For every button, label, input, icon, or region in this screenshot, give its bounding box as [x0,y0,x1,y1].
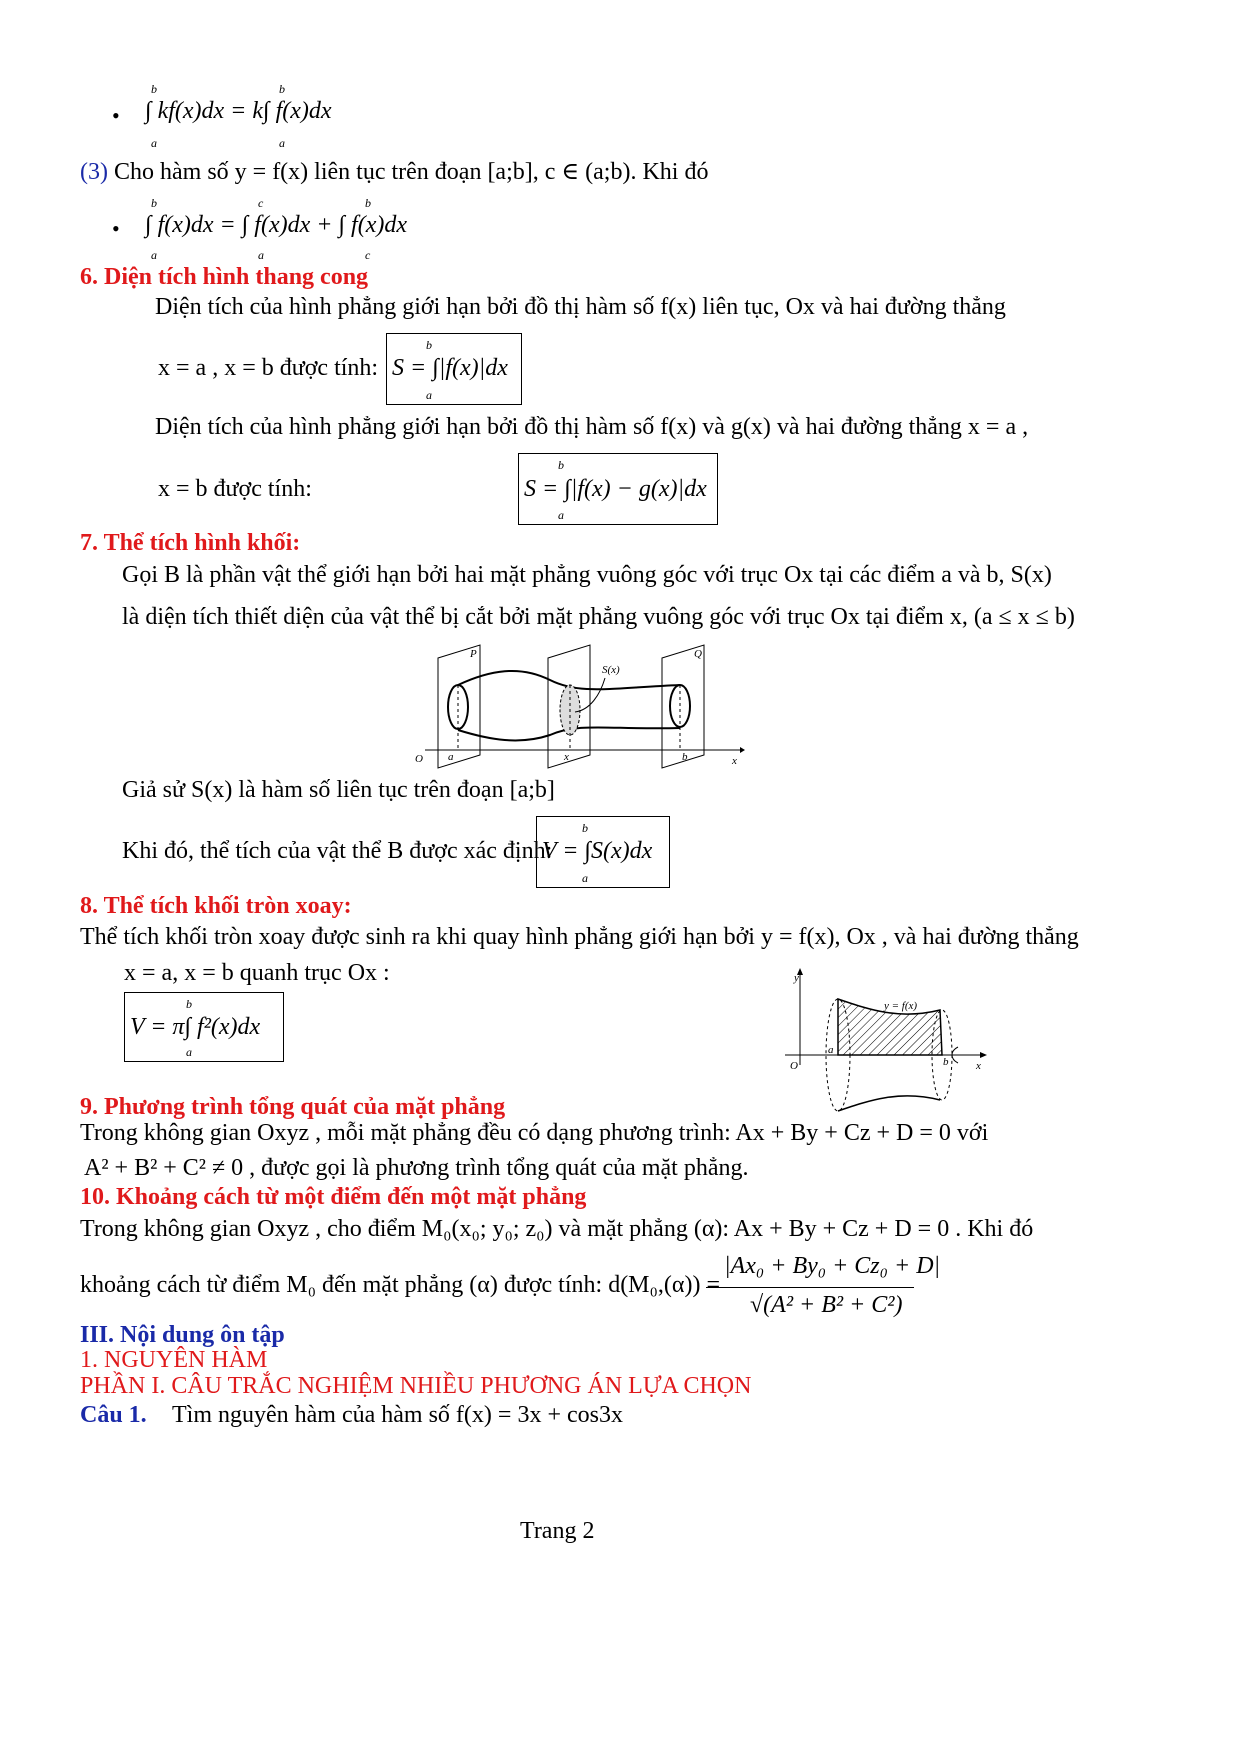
section-8-paragraph-1: Thể tích khối tròn xoay được sinh ra khi quay hình phẳng giới hạn bởi y = f(x), Ox , và hai đường thẳng [80,924,1079,950]
formula-revolution: V = π∫ f²(x)dx [130,1014,261,1040]
upper-limit: b [151,82,157,96]
page-number: Trang 2 [520,1518,595,1544]
upper-limit: b [279,82,285,96]
upper-limit: b [365,196,371,210]
x-axis-arrow [740,747,745,753]
formula-volume: V = ∫S(x)dx [542,838,653,864]
revolution-figure [780,965,990,1115]
label-a: a [828,1044,834,1056]
lower-limit: a [151,248,157,262]
property-3 [80,157,708,186]
section-7-heading: 7. Thể tích hình khối: [80,530,301,556]
section-6-paragraph-1-cont: x = a , x = b được tính: [158,355,379,381]
distance-denominator: √(A² + B² + C²) [750,1292,903,1318]
section-6-paragraph-1: Diện tích của hình phẳng giới hạn bởi đồ thị hàm số f(x) liên tục, Ox và hai đường thẳng [155,294,1006,320]
section-7-paragraph-2: là diện tích thiết diện của vật thể bị cắt bởi mặt phẳng vuông góc với trục Ox tại điểm x, (a ≤ x ≤ b) [122,604,1075,630]
lower-limit: a [279,136,285,150]
section-iii-heading: III. Nội dung ôn tập [80,1322,285,1348]
formula-area-between: S = ∫|f(x) − g(x)|dx [524,476,707,502]
section-8-heading: 8. Thể tích khối tròn xoay: [80,893,352,919]
fraction-bar [706,1287,914,1288]
upper-limit: c [258,196,264,210]
section-10-heading: 10. Khoảng cách từ một điểm đến một mặt phẳng [80,1184,587,1210]
subsection-1: 1. NGUYÊN HÀM [80,1347,268,1373]
upper-limit: b [426,338,432,352]
label-b: b [943,1056,949,1068]
label-b: b [682,751,688,763]
label-origin: O [790,1060,798,1072]
section-7-paragraph-3: Giả sử S(x) là hàm số liên tục trên đoạn [a;b] [122,777,555,803]
section-7-paragraph-4: Khi đó, thể tích của vật thể B được xác định: [122,838,553,864]
lower-limit: a [258,248,264,262]
upper-limit: b [582,821,588,835]
section-6-heading: 6. Diện tích hình thang cong [80,264,369,290]
section-10-paragraph-2: khoảng cách từ điểm M₀ đến mặt phẳng (α) được tính: d(M₀,(α)) = [80,1272,720,1298]
section-10-paragraph-1: Trong không gian Oxyz , cho điểm M₀(x₀; y₀; z₀) và mặt phẳng (α): Ax + By + Cz + D = 0 . Khi đó [80,1216,1034,1242]
solid-cross-section-figure [410,640,745,770]
upper-limit: b [558,458,564,472]
label-origin: O [415,753,423,765]
lower-limit: a [151,136,157,150]
formula-area: S = ∫|f(x)|dx [392,355,508,381]
property-3-text: Cho hàm số y = f(x) liên tục trên đoạn [a;b], c ∈ (a;b). Khi đó [113,159,709,185]
lower-limit: a [186,1045,192,1059]
section-9-paragraph-1: Trong không gian Oxyz , mỗi mặt phẳng đều có dạng phương trình: Ax + By + Cz + D = 0 với [80,1120,989,1146]
label-x-axis: x [732,755,737,767]
distance-numerator: |Ax₀ + By₀ + Cz₀ + D| [724,1253,941,1279]
section-8-paragraph-2: x = a, x = b quanh trục Ox : [124,960,390,986]
section-9-paragraph-2: A² + B² + C² ≠ 0 , được gọi là phương trình tổng quát của mặt phẳng. [84,1155,749,1181]
lower-limit: a [558,508,564,522]
formula-split: ∫ f(x)dx = ∫ f(x)dx + ∫ f(x)dx [145,212,407,238]
label-q: Q [694,648,702,660]
label-x: x [976,1060,981,1072]
formula-linearity: ∫ kf(x)dx = k∫ f(x)dx [145,98,332,124]
property-3-label: (3) [80,159,108,185]
section-6-paragraph-2: Diện tích của hình phẳng giới hạn bởi đồ thị hàm số f(x) và g(x) và hai đường thẳng x = a , [155,414,1029,440]
label-p: P [470,648,477,660]
x-axis-arrow [980,1052,987,1058]
section-7-paragraph-1: Gọi B là phần vật thể giới hạn bởi hai mặt phẳng vuông góc với trục Ox tại các điểm a và b, S(x) [122,562,1052,588]
label-x: x [564,751,569,763]
mirror-curve [838,1096,940,1111]
part-1-heading: PHẦN I. CÂU TRẮC NGHIỆM NHIỀU PHƯƠNG ÁN LỰA CHỌN [80,1373,752,1399]
upper-limit: b [151,196,157,210]
lower-limit: a [426,388,432,402]
question-1-label: Câu 1. [80,1402,147,1428]
bullet: • [112,103,120,128]
lower-limit: c [365,248,371,262]
lower-limit: a [582,871,588,885]
question-1-text: Tìm nguyên hàm của hàm số f(x) = 3x + cos3x [172,1402,623,1428]
label-a: a [448,751,454,763]
section-9-heading: 9. Phương trình tổng quát của mặt phẳng [80,1094,506,1120]
section-6-paragraph-2-cont: x = b được tính: [158,476,312,502]
label-yfx: y = f(x) [884,1000,918,1012]
label-y: y [794,972,799,984]
label-sx: S(x) [602,664,620,676]
upper-limit: b [186,997,192,1011]
bullet: • [112,216,120,241]
